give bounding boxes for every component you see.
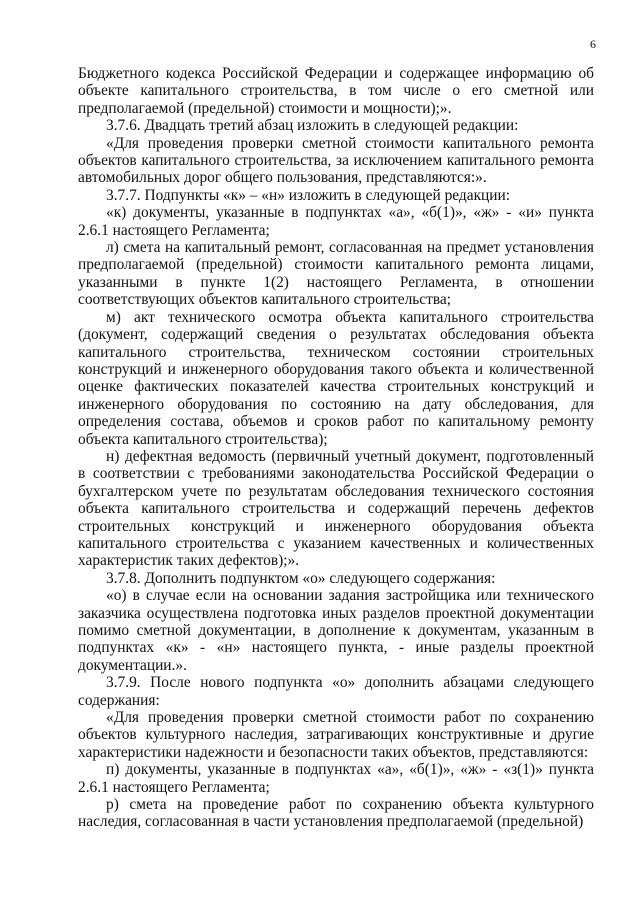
paragraph-m: м) акт технического осмотра объекта капитального строительства (документ, содержащий сведения о результатах обследования объекта капитального строительства, техническом состоянии строительных конструкций и инженерного оборудования такого объекта и количественной оценке фактических показателей качества строительных конструкций и инженерного оборудования по состоянию на дату обследования, для определения состава, объемов и сроков работ по капитальному ремонту объекта капитального строительства); [78, 308, 594, 448]
paragraph-k: «к) документы, указанные в подпунктах «а», «б(1)», «ж» - «и» пункта 2.6.1 настоящего Регламента; [78, 204, 594, 239]
paragraph-r: р) смета на проведение работ по сохранению объекта культурного наследия, согласованная в части установления предполагаемой (предельной) [78, 796, 594, 831]
paragraph-3-7-9: 3.7.9. После нового подпункта «о» дополнить абзацами следующего содержания: [78, 674, 594, 709]
paragraph-quote-capital-repair: «Для проведения проверки сметной стоимости капитального ремонта объектов капитального строительства, за исключением капитального ремонта автомобильных дорог общего пользования, представляются:». [78, 134, 594, 187]
document-body [78, 65, 594, 831]
paragraph-n: н) дефектная ведомость (первичный учетный документ, подготовленный в соответствии с требованиями законодательства Российской Федерации о бухгалтерском учете по результатам обследования технического состояния объекта капитального строительства и содержащий перечень дефектов строительных конструкций и инженерного оборудования объекта капитального строительства с указанием качественных и количественных характеристик таких дефектов);». [78, 447, 594, 570]
paragraph-quote-cultural-heritage: «Для проведения проверки сметной стоимости работ по сохранению объектов культурного наследия, затрагивающих конструктивные и другие характеристики надежности и безопасности таких объектов, представляются: [78, 709, 594, 761]
paragraph-3-7-6: 3.7.6. Двадцать третий абзац изложить в следующей редакции: [106, 117, 519, 135]
paragraph-o: «о) в случае если на основании задания застройщика или технического заказчика осуществлена подготовка иных разделов проектной документации помимо сметной документации, в дополнение к документам, указанным в подпунктах «к» - «н» настоящего пункта, - иные разделы проектной документации.». [78, 587, 594, 674]
paragraph-l: л) смета на капитальный ремонт, согласованная на предмет установления предполагаемой (предельной) стоимости капитального ремонта лицами, указанными в пункте 1(2) настоящего Регламента, в отношении соответствующих объектов капитального строительства; [78, 239, 594, 309]
paragraph-continuation: Бюджетного кодекса Российской Федерации и содержащее информацию об объекте капитального строительства, в том числе о его сметной или предполагаемой (предельной) стоимости и мощности);». [78, 65, 594, 117]
paragraph-p: п) документы, указанные в подпунктах «а», «б(1)», «ж» - «з(1)» пункта 2.6.1 настоящего Регламента; [78, 761, 594, 796]
paragraph-3-7-7: 3.7.7. Подпункты «к» – «н» изложить в следующей редакции: [106, 186, 511, 204]
paragraph-3-7-8: 3.7.8. Дополнить подпунктом «о» следующего содержания: [106, 569, 496, 587]
page-number: 6 [590, 37, 596, 51]
